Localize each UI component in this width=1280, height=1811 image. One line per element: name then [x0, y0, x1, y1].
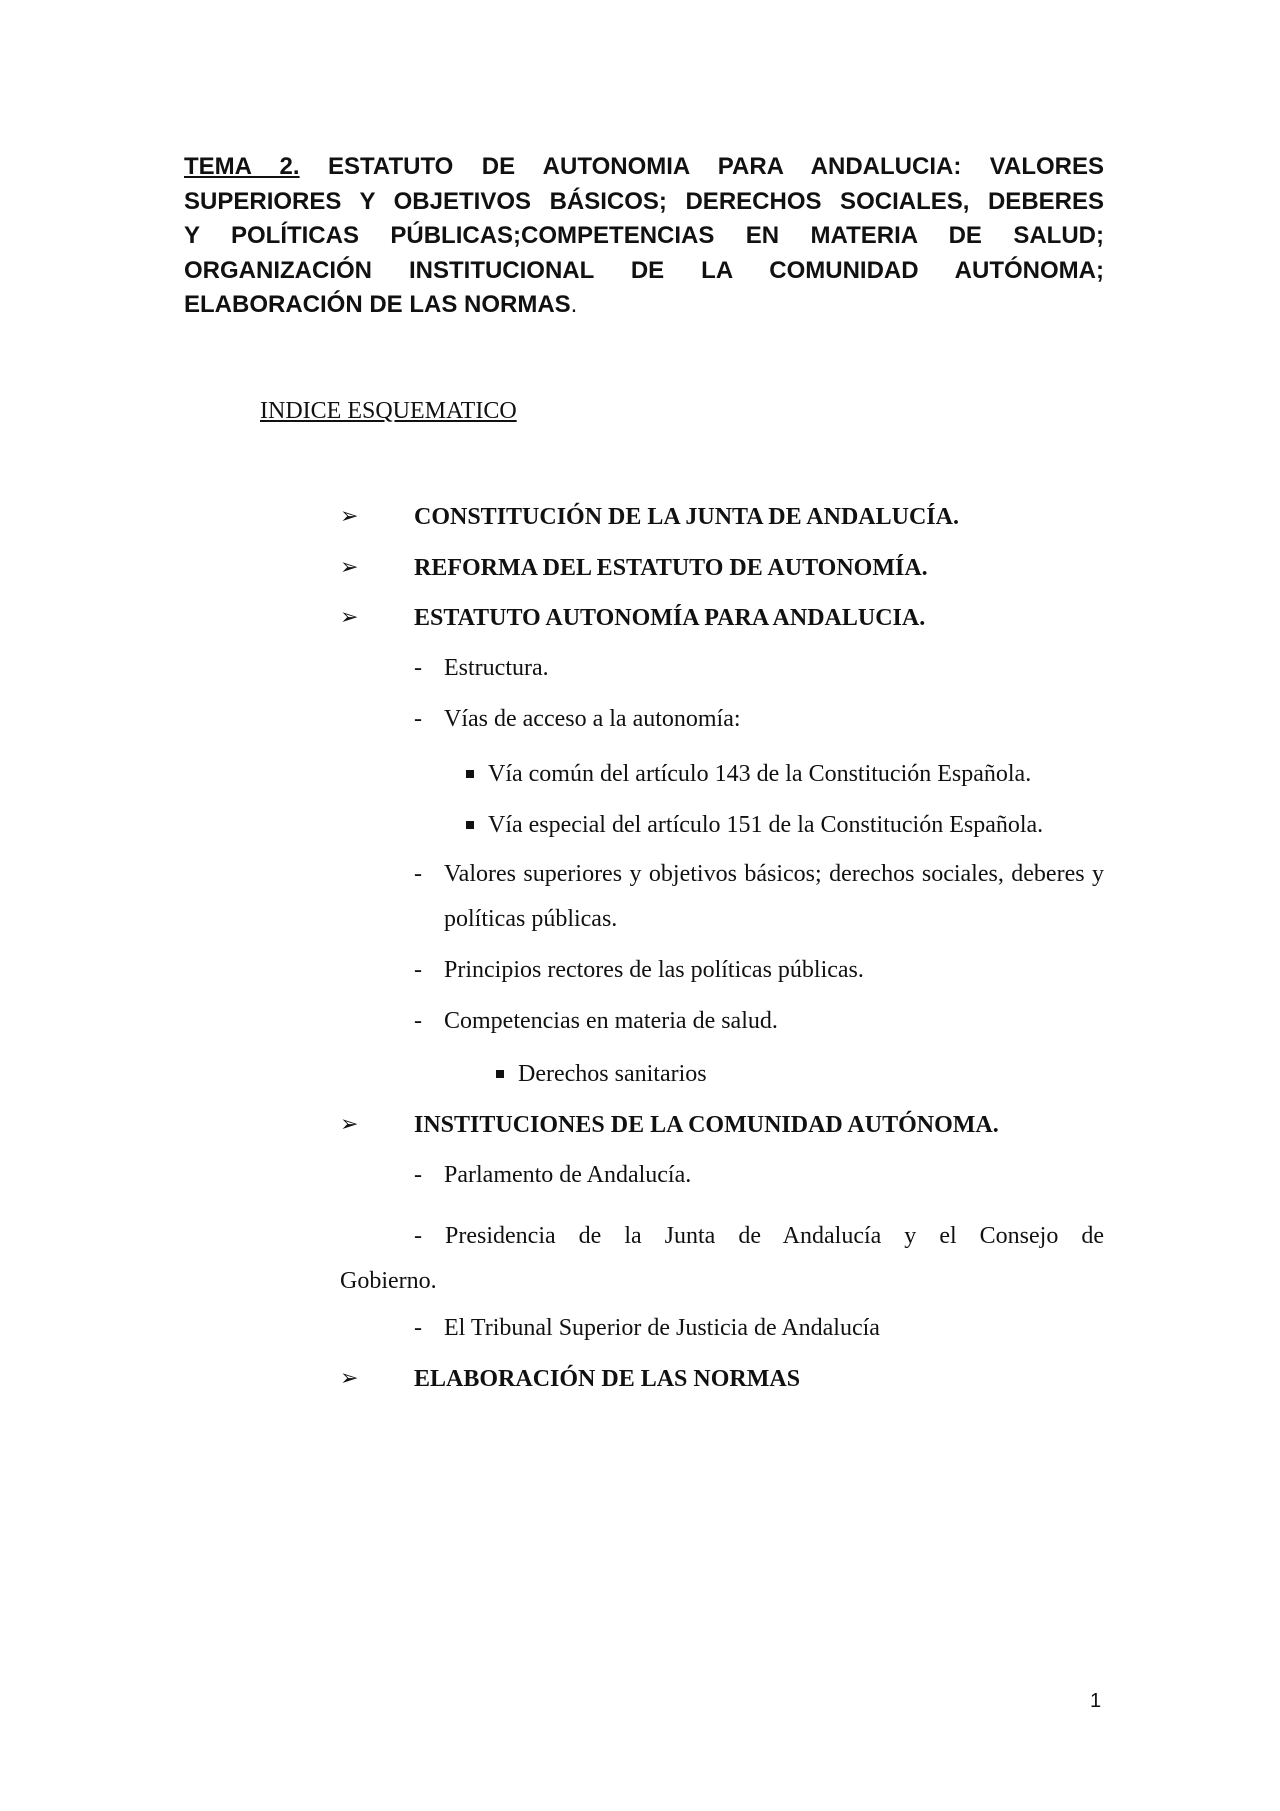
list-item-valores [414, 852, 1104, 942]
subitem-text: Vía especial del artículo 151 de la Constitución Española. [488, 812, 1044, 838]
square-bullet-icon [496, 1070, 504, 1078]
list-item-presidencia [340, 1214, 1104, 1304]
dash-bullet: - [414, 655, 422, 681]
page-number: 1 [1090, 1690, 1102, 1712]
list-item-text: Valores superiores y objetivos básicos; derechos sociales, deberes y políticas públicas. [444, 861, 1104, 932]
title-line-1: ESTATUTO DE AUTONOMIA PARA ANDALUCIA: VALORES [328, 153, 1104, 180]
square-bullet-icon [466, 821, 474, 829]
section-label: ESTATUTO AUTONOMÍA PARA ANDALUCIA. [414, 605, 926, 631]
dash-bullet: - [414, 861, 422, 887]
tema-label: TEMA 2. [184, 153, 300, 180]
section-label: CONSTITUCIÓN DE LA JUNTA DE ANDALUCÍA. [414, 504, 959, 530]
arrow-bullet-icon: ➢ [340, 555, 359, 580]
section-label: ELABORACIÓN DE LAS NORMAS [414, 1366, 801, 1392]
title-line-4: ORGANIZACIÓN INSTITUCIONAL DE LA COMUNIDAD AUTÓNOMA; [184, 256, 1104, 284]
list-item-text: Principios rectores de las políticas públicas. [444, 957, 864, 983]
arrow-bullet-icon: ➢ [340, 1366, 359, 1391]
title-line-3: Y POLÍTICAS PÚBLICAS;COMPETENCIAS EN MATERIA DE SALUD; [184, 222, 1104, 249]
arrow-bullet-icon: ➢ [340, 1112, 359, 1137]
index-heading: INDICE ESQUEMATICO [260, 398, 517, 424]
title-line-2: SUPERIORES Y OBJETIVOS BÁSICOS; DERECHOS SOCIALES, DEBERES [184, 187, 1104, 215]
list-item-text: Vías de acceso a la autonomía: [444, 706, 741, 732]
arrow-bullet-icon: ➢ [340, 504, 359, 529]
list-item-text: Parlamento de Andalucía. [444, 1162, 692, 1188]
section-label: INSTITUCIONES DE LA COMUNIDAD AUTÓNOMA. [414, 1112, 999, 1138]
dash-bullet: - [414, 957, 422, 983]
square-bullet-icon [466, 770, 474, 778]
title-final-period: . [570, 291, 578, 318]
dash-bullet: - [414, 1315, 422, 1341]
list-item-text: Presidencia de la Junta de Andalucía y el Consejo de [445, 1223, 1104, 1249]
subitem-text: Derechos sanitarios [518, 1061, 707, 1087]
arrow-bullet-icon: ➢ [340, 605, 359, 630]
section-label: REFORMA DEL ESTATUTO DE AUTONOMÍA. [414, 555, 928, 581]
dash-bullet: - [414, 1162, 422, 1188]
list-item-text: El Tribunal Superior de Justicia de Andalucía [444, 1315, 880, 1341]
subitem-text: Vía común del artículo 143 de la Constitución Española. [488, 761, 1032, 787]
dash-bullet: - [414, 1223, 422, 1249]
document-title [184, 150, 1104, 323]
list-item-text: Competencias en materia de salud. [444, 1008, 778, 1034]
dash-bullet: - [414, 1008, 422, 1034]
title-line-5: ELABORACIÓN DE LAS NORMAS [184, 291, 571, 318]
list-item-text-continued: Gobierno. [340, 1268, 437, 1294]
list-item-text: Estructura. [444, 655, 549, 681]
dash-bullet: - [414, 706, 422, 732]
